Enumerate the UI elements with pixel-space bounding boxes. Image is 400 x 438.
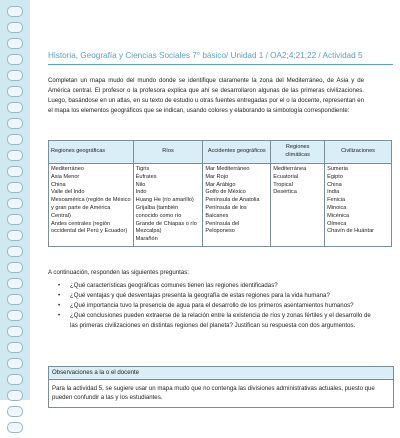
list-item: India — [327, 189, 340, 196]
question-item: • ¿Qué ventajas y qué desventajas presenta la geografía de estas regiones para la vida humana? — [58, 291, 378, 301]
spiral-ring-icon — [7, 422, 23, 433]
list-item: Península de Anatolia — [205, 197, 260, 204]
list-item: Mar Mediterráneo — [205, 166, 250, 172]
document-page — [30, 0, 400, 400]
spiral-ring-icon — [7, 246, 23, 257]
spiral-ring-icon — [7, 214, 23, 225]
table-cell-regiones — [49, 164, 134, 247]
table-row — [49, 164, 392, 247]
list-item: Olmeca — [327, 220, 347, 227]
teacher-notes-text: Para la actividad 5, se sugiere usar un mapa mudo que no contenga las divisiones administrativas actuales, puesto que pueden confundir a las y los estudiantes. — [52, 385, 375, 401]
list-item: Egipto — [327, 173, 343, 180]
list-item: Fenicia — [327, 197, 346, 204]
list-item: Península del Peloponeso — [205, 220, 240, 235]
list-item: Golfo de México — [205, 189, 246, 196]
spiral-rings — [7, 6, 25, 438]
teacher-notes-title: Observaciones a la o el docente — [49, 367, 393, 380]
spiral-ring-icon — [7, 102, 23, 113]
list-item: Mar Rojo — [205, 173, 229, 180]
list-item: Éufrates — [135, 173, 157, 180]
table-cell-climaticas — [271, 164, 325, 247]
column-header: Regiones climáticas — [271, 141, 325, 164]
spiral-ring-icon — [7, 38, 23, 49]
spiral-ring-icon — [7, 134, 23, 145]
list-item: Mediterránea — [273, 166, 307, 172]
list-item: Mediterráneo — [51, 166, 84, 172]
spiral-ring-icon — [7, 390, 23, 401]
list-item: Tigris — [135, 166, 150, 172]
notebook-binding — [0, 0, 30, 400]
questions-list — [58, 281, 378, 331]
questions-intro: A continuación, responden las siguientes preguntas: — [48, 269, 189, 276]
list-item: Tropical — [273, 181, 293, 188]
list-item: Asia Menor — [51, 173, 80, 180]
spiral-ring-icon — [7, 310, 23, 321]
list-item: Grijalba (también conocido como río Grande de Chiapas o río Mezcalpa) — [135, 204, 197, 235]
list-item: Huang He (río amarillo) — [135, 197, 194, 204]
spiral-ring-icon — [7, 262, 23, 273]
spiral-ring-icon — [7, 358, 23, 369]
intro-paragraph: Completan un mapa mudo del mundo donde se identifique claramente la zona del Mediterráneo, de Asia y de América central. El profesor o la profesora explica que ahí se desarrollaron algunas de las primeras civilizaciones. Luego, basándose en un atlas, en su texto de estudio u otras fuentes entregadas por el o la docente, representan en el mapa los elementos geográficos que se indican, usando colores y elaborando la simbología correspondiente: — [48, 77, 364, 114]
teacher-notes-box — [48, 366, 394, 408]
list-item: Minoica — [327, 204, 347, 211]
spiral-ring-icon — [7, 86, 23, 97]
list-item: Andes centrales (región occidental del Perú y Ecuador) — [51, 220, 128, 235]
list-item: China — [51, 181, 66, 188]
geography-table — [48, 140, 392, 247]
spiral-ring-icon — [7, 374, 23, 385]
spiral-ring-icon — [7, 118, 23, 129]
spiral-ring-icon — [7, 230, 23, 241]
spiral-ring-icon — [7, 166, 23, 177]
table-cell-accidentes — [203, 164, 271, 247]
list-item: Micénica — [327, 212, 350, 219]
spiral-ring-icon — [7, 70, 23, 81]
spiral-ring-icon — [7, 150, 23, 161]
spiral-ring-icon — [7, 326, 23, 337]
spiral-ring-icon — [7, 294, 23, 305]
list-item: Nilo — [135, 181, 146, 188]
spiral-ring-icon — [7, 342, 23, 353]
header-divider — [48, 64, 393, 65]
page-header: Historia, Geografía y Ciencias Sociales 7° básico/ Unidad 1 / OA2;4;21;22 / Actividad 5 — [48, 51, 363, 60]
spiral-ring-icon — [7, 198, 23, 209]
column-header: Regiones geográficas — [49, 141, 134, 164]
list-item: Península de los Balcanes — [205, 204, 247, 219]
spiral-ring-icon — [7, 278, 23, 289]
list-item: Marañón — [135, 236, 158, 243]
spiral-ring-icon — [7, 182, 23, 193]
list-item: Indo — [135, 189, 147, 196]
column-header: Civilizaciones — [325, 141, 392, 164]
list-item: Mar Arábigo — [205, 181, 236, 188]
list-item: Desértica — [273, 189, 297, 196]
list-item: Mesoamérica (región de México y gran parte de América Central) — [51, 197, 131, 219]
list-item: China — [327, 181, 342, 188]
column-header: Accidentes geográficos — [203, 141, 271, 164]
question-item: • ¿Qué características geográficas comunes tienen las regiones identificadas? — [58, 281, 378, 291]
table-cell-rios — [133, 164, 203, 247]
table-header-row — [49, 141, 392, 164]
spiral-ring-icon — [7, 406, 23, 417]
list-item: Sumeria — [327, 166, 348, 172]
column-header: Ríos — [133, 141, 203, 164]
list-item: Ecuatorial — [273, 173, 299, 180]
list-item: Valle del Indo — [51, 189, 85, 196]
spiral-ring-icon — [7, 54, 23, 65]
question-item: • ¿Qué conclusiones pueden extraerse de la relación entre la existencia de ríos y zonas fértiles y el desarrollo de las primeras civilizaciones en distintas regiones del planeta? Justifican su respuesta con dos argumentos. — [58, 311, 378, 331]
spiral-ring-icon — [7, 22, 23, 33]
list-item: Chavín de Huántar — [327, 228, 375, 235]
question-item: • ¿Qué importancia tuvo la presencia de agua para el desarrollo de los primeros asentamientos humanos? — [58, 301, 378, 311]
table-cell-civilizaciones — [325, 164, 392, 247]
spiral-ring-icon — [7, 6, 23, 17]
